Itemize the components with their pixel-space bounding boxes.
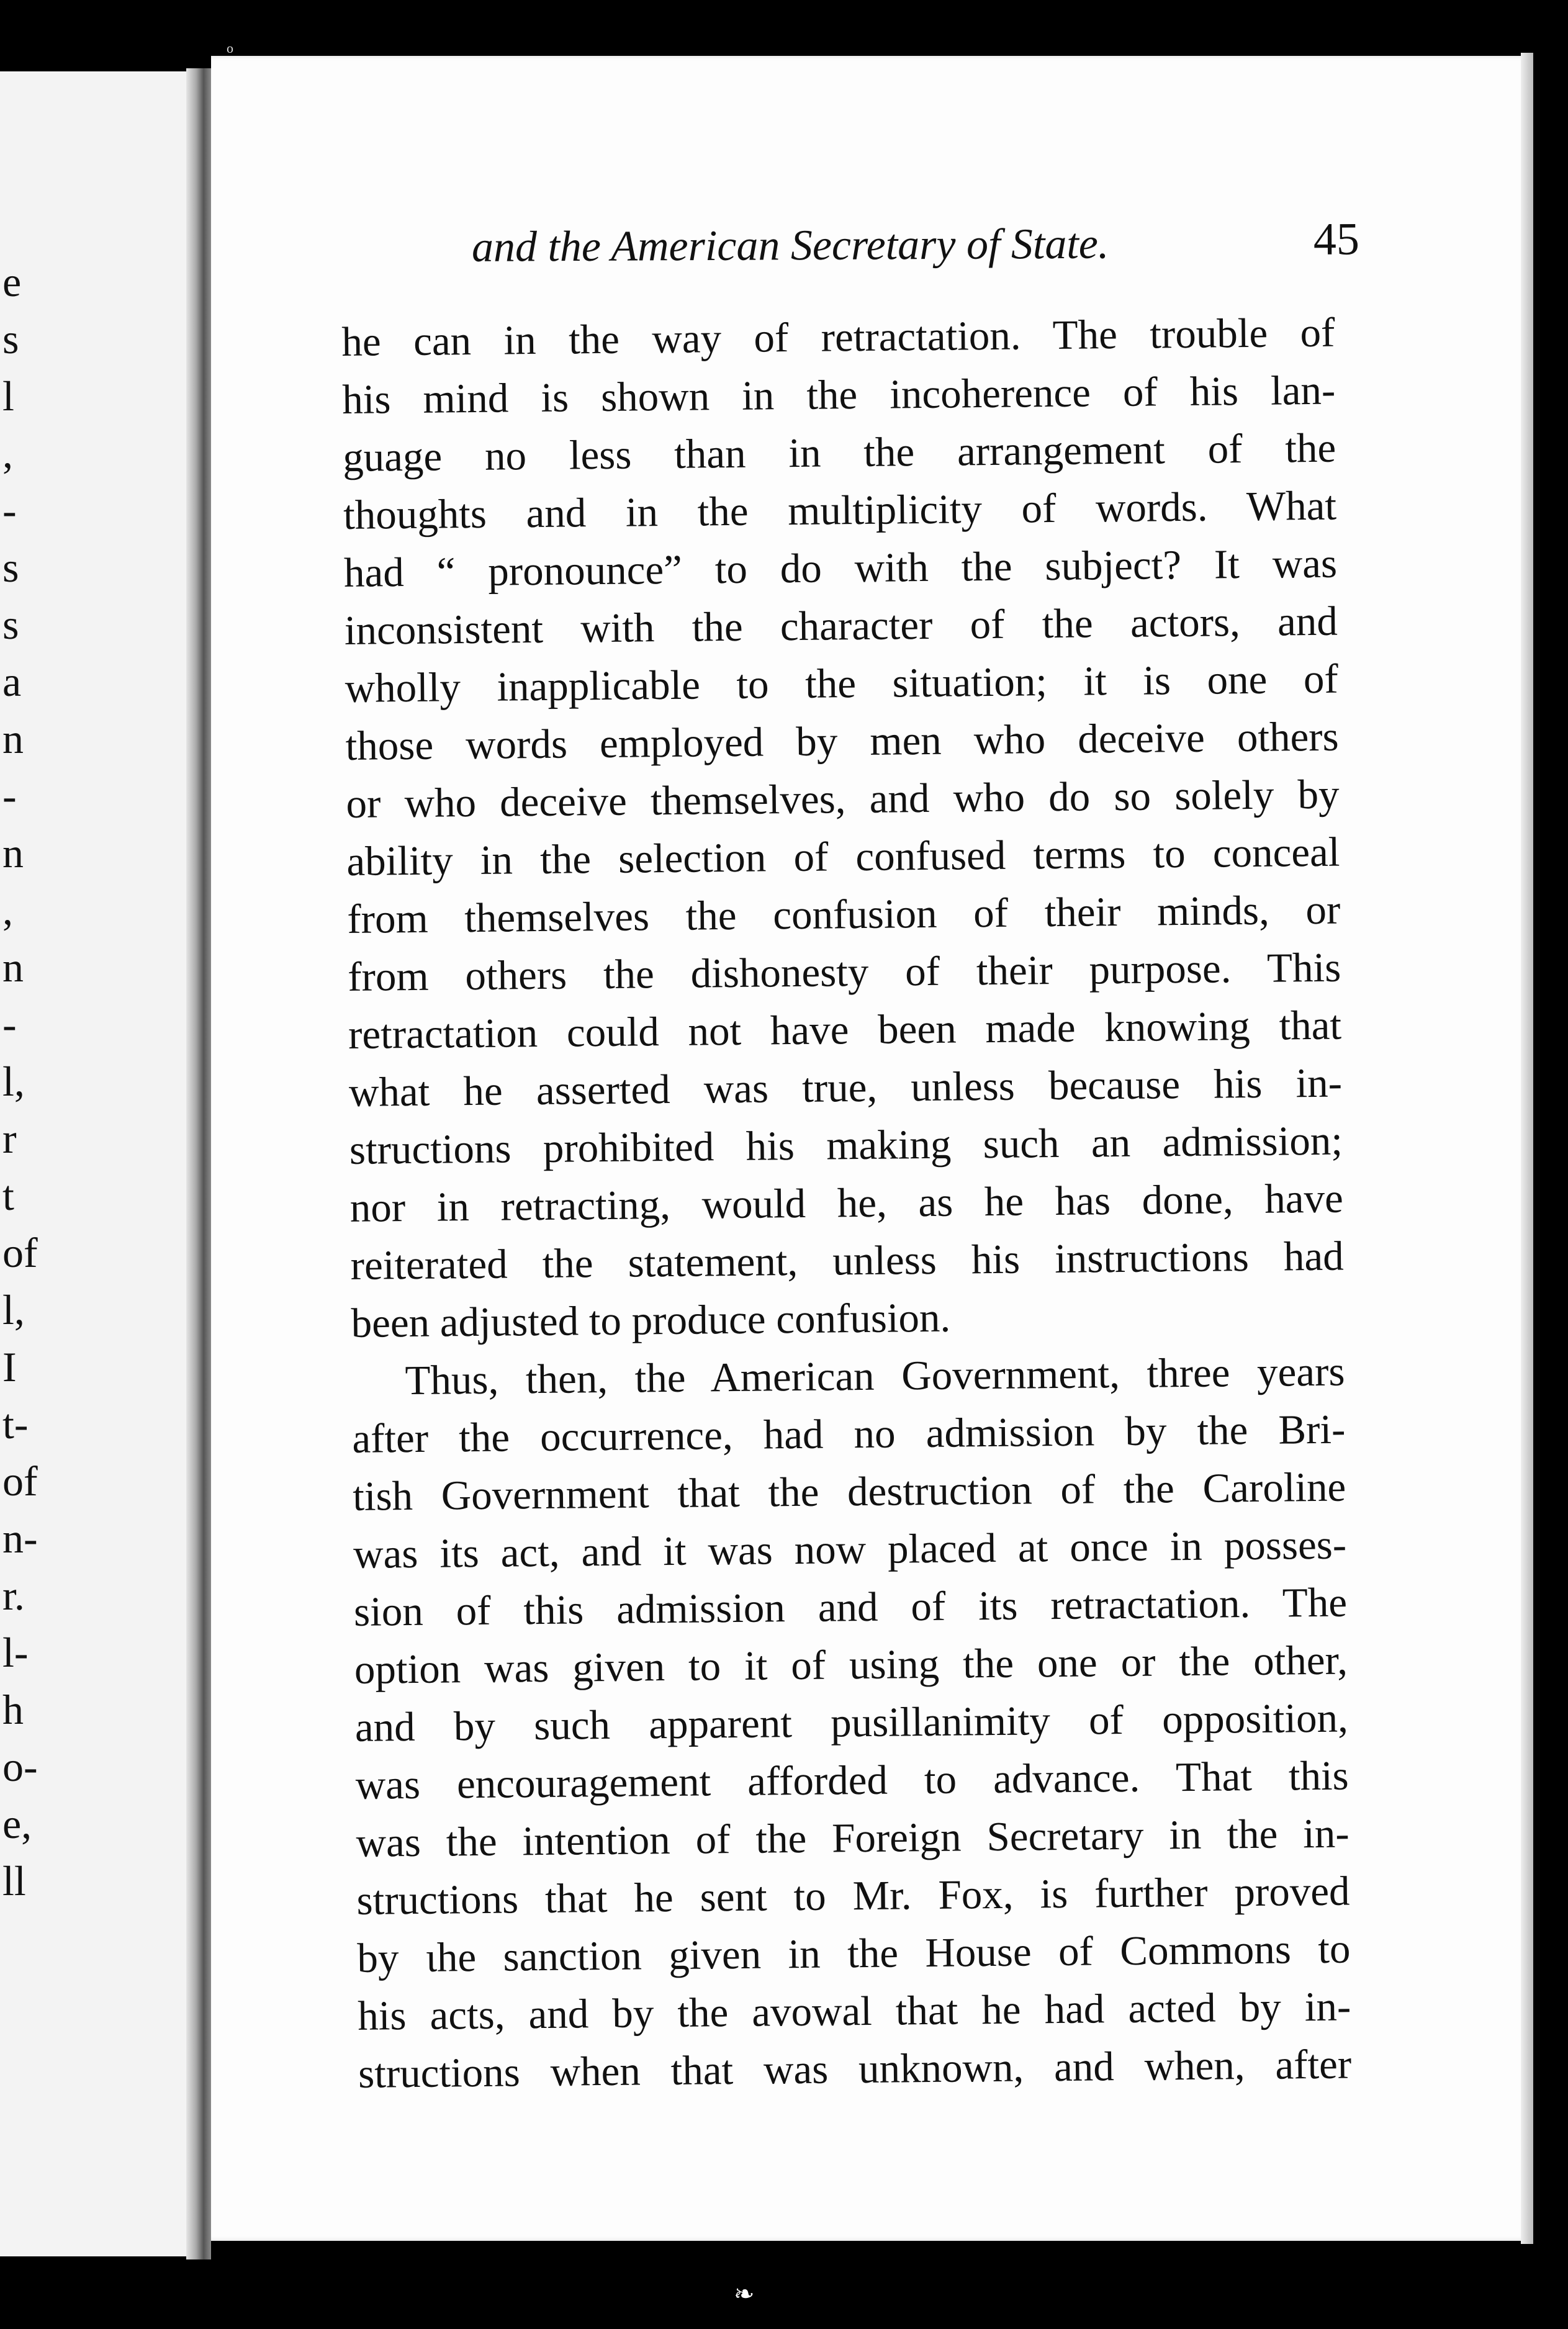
text-line: and by such apparent pusillanimity of opposition, bbox=[354, 1695, 1349, 1750]
text-line: by ιhe sanction given in the House of Commons to bbox=[357, 1926, 1351, 1981]
left-page-fragment: t bbox=[2, 1172, 14, 1219]
left-page-fragment: ll bbox=[2, 1857, 26, 1904]
text-line: what he asserted was true, unless because his in- bbox=[348, 1060, 1343, 1115]
left-page-fragment: e bbox=[2, 258, 22, 305]
book-gutter bbox=[186, 68, 211, 2259]
left-page-fragment: , bbox=[2, 430, 13, 477]
left-page-fragment: r. bbox=[2, 1572, 25, 1619]
text-line: ability in the selection of confused terms to conceal bbox=[346, 829, 1340, 885]
left-page-fragment: a bbox=[2, 658, 22, 705]
left-page-edge-text bbox=[0, 71, 38, 2256]
left-page-fragment: - bbox=[2, 487, 17, 534]
left-page-fragment: s bbox=[2, 601, 19, 648]
text-line: been adjusted to produce confusion. bbox=[351, 1294, 951, 1346]
page-edge bbox=[1521, 53, 1533, 2244]
text-line: structions prohibited his making such an admission; bbox=[349, 1117, 1343, 1173]
left-page-fragment: l, bbox=[2, 1286, 25, 1333]
text-line: Thus, then, the American Government, three years bbox=[405, 1348, 1345, 1404]
text-line: option was given to it of using the one or the other, bbox=[354, 1637, 1348, 1693]
left-page-fragment: of bbox=[2, 1457, 38, 1505]
left-page-fragment: o- bbox=[2, 1743, 38, 1790]
running-head bbox=[471, 214, 1403, 279]
text-line: reiterated the statement, unless his instructions had bbox=[350, 1233, 1345, 1289]
page-number: 45 bbox=[1313, 214, 1360, 265]
text-line: he can in the way of retractation. The trouble of bbox=[341, 309, 1335, 365]
text-line: retractation could not have been made knowing that bbox=[348, 1002, 1342, 1058]
left-page-fragment: , bbox=[2, 886, 13, 934]
left-page-fragment: r bbox=[2, 1115, 17, 1162]
left-page-fragment: t- bbox=[2, 1400, 29, 1448]
text-line: his acts, and by the avowal that he had acted by in- bbox=[357, 1983, 1351, 2039]
text-line: was its act, and it was now placed at once in posses- bbox=[353, 1521, 1347, 1577]
text-line: tish Government that the destruction of the Caroline bbox=[352, 1464, 1346, 1520]
text-line: his mind is shown in the incoherence of his lan- bbox=[341, 367, 1336, 423]
left-page-fragment: h bbox=[2, 1686, 24, 1733]
body-text bbox=[341, 304, 1352, 2103]
left-page-fragment: l, bbox=[2, 1058, 25, 1105]
left-page-fragment: - bbox=[2, 1001, 17, 1048]
text-line: inconsistent with the character of the actors, and bbox=[344, 598, 1338, 654]
text-line: or who deceive themselves, and who do so solely by bbox=[346, 771, 1340, 827]
left-page-fragment: of bbox=[2, 1229, 38, 1276]
text-line: thoughts and in the multiplicity of words. What bbox=[343, 482, 1337, 538]
text-line: nor in retracting, would he, as he has done, have bbox=[349, 1175, 1344, 1231]
text-line: wholly inapplicable to the situation; it is one of bbox=[345, 655, 1339, 711]
left-page-fragment: n bbox=[2, 829, 24, 876]
text-line: from others the dishonesty of their purpose. This bbox=[347, 944, 1341, 1000]
text-line: structions when that was unknown, and when, after bbox=[358, 2041, 1352, 2097]
left-page-fragment: l bbox=[2, 372, 14, 420]
text-line: after the occurrence, had no admission by the Bri- bbox=[352, 1406, 1346, 1462]
running-head-title: and the American Secretary of State. bbox=[471, 220, 1109, 271]
left-page-fragment: I bbox=[2, 1343, 17, 1390]
text-line: structions that he sent to Mr. Fox, is further proved bbox=[356, 1868, 1350, 1924]
text-line: had “ pronounce” to do with the subject? It was bbox=[343, 540, 1338, 596]
left-page-fragment: - bbox=[2, 772, 17, 819]
text-line: was encouragement afforded to advance. That this bbox=[355, 1752, 1349, 1808]
left-page-fragment: e, bbox=[2, 1800, 32, 1847]
scan-speck: o bbox=[227, 40, 233, 56]
text-line: guage no less than in the arrangement of the bbox=[342, 425, 1336, 480]
text-line: those words employed by men who deceive others bbox=[345, 713, 1339, 769]
left-page-fragment: l- bbox=[2, 1629, 29, 1676]
left-page bbox=[0, 71, 186, 2256]
left-page-fragment: n bbox=[2, 944, 24, 991]
text-line: was the intention of the Foreign Secretary in the in- bbox=[356, 1810, 1349, 1866]
left-page-fragment: n bbox=[2, 715, 24, 762]
printer-ornament-icon: ❧ bbox=[734, 2280, 755, 2308]
left-page-fragment: s bbox=[2, 315, 19, 363]
left-page-fragment: s bbox=[2, 544, 19, 591]
left-page-fragment: n- bbox=[2, 1515, 38, 1562]
text-line: sion of this admission and of its retractation. The bbox=[353, 1579, 1348, 1635]
text-line: from themselves the confusion of their minds, or bbox=[347, 886, 1341, 942]
